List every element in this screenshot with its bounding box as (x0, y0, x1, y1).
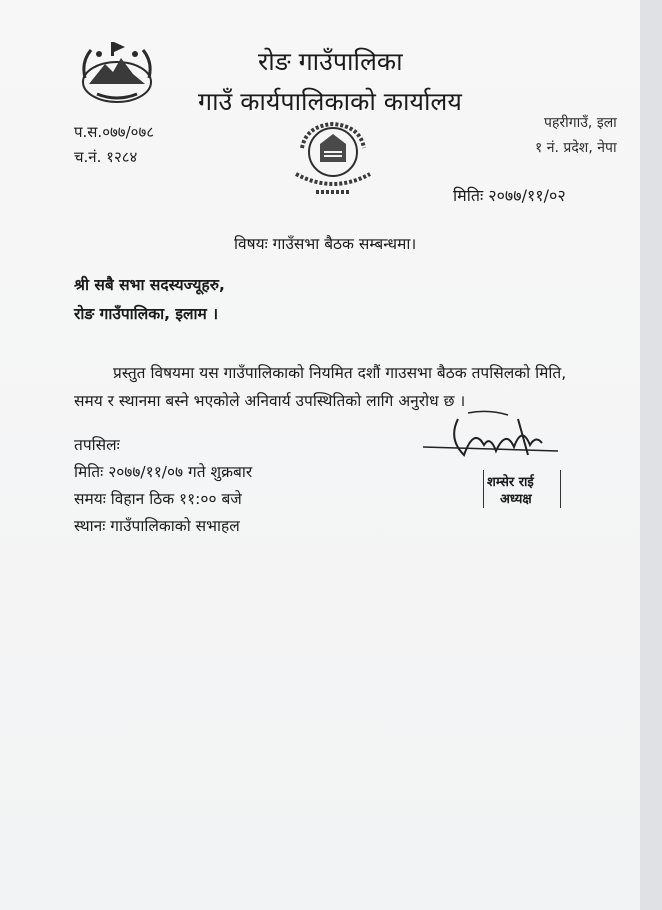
signatory-name: शम्सेर राई (487, 475, 534, 490)
signatory-title: अध्यक्ष (500, 492, 532, 507)
address-line-2: १ नं. प्रदेश, नेपा (535, 140, 617, 156)
addressee-line-1: श्री सबै सभा सदस्यज्यूहरु, (74, 276, 225, 294)
header-office: गाउँ कार्यपालिकाको कार्यालय (198, 87, 462, 116)
office-stamp-icon (282, 118, 384, 206)
nepal-emblem-icon (75, 38, 159, 108)
meeting-time: समयः विहान ठिक ११:०० बजे (74, 490, 242, 508)
meeting-date: मितिः २०७७/११/०७ गते शुक्रबार (74, 463, 253, 481)
handwritten-signature-icon (418, 405, 568, 475)
meeting-place: स्थानः गाउँपालिकाको सभाहल (74, 517, 240, 535)
body-paragraph-line-2: समय र स्थानमा बस्ने भएकोले अनिवार्य उपस्थितिको लागि अनुरोध छ । (74, 392, 466, 410)
subject-line: विषयः गाउँसभा बैठक सम्बन्धमा। (234, 235, 417, 253)
dispatch-number: च.नं. १२८४ (74, 148, 138, 166)
details-heading: तपसिलः (74, 436, 120, 454)
addressee-line-2: रोङ गाउँपालिका, इलाम । (74, 305, 219, 323)
scan-edge (640, 0, 662, 910)
address-line-1: पहरीगाउँ, इला (544, 115, 617, 131)
fiscal-year-ref: प.स.०७७/०७८ (74, 123, 155, 141)
letter-date: मितिः २०७७/११/०२ (453, 186, 566, 205)
body-paragraph-line-1: प्रस्तुत विषयमा यस गाउँपालिकाको नियमित दशौं गाउसभा बैठक तपसिलको मिति, (113, 364, 567, 382)
header-title: रोङ गाउँपालिका (258, 47, 403, 76)
